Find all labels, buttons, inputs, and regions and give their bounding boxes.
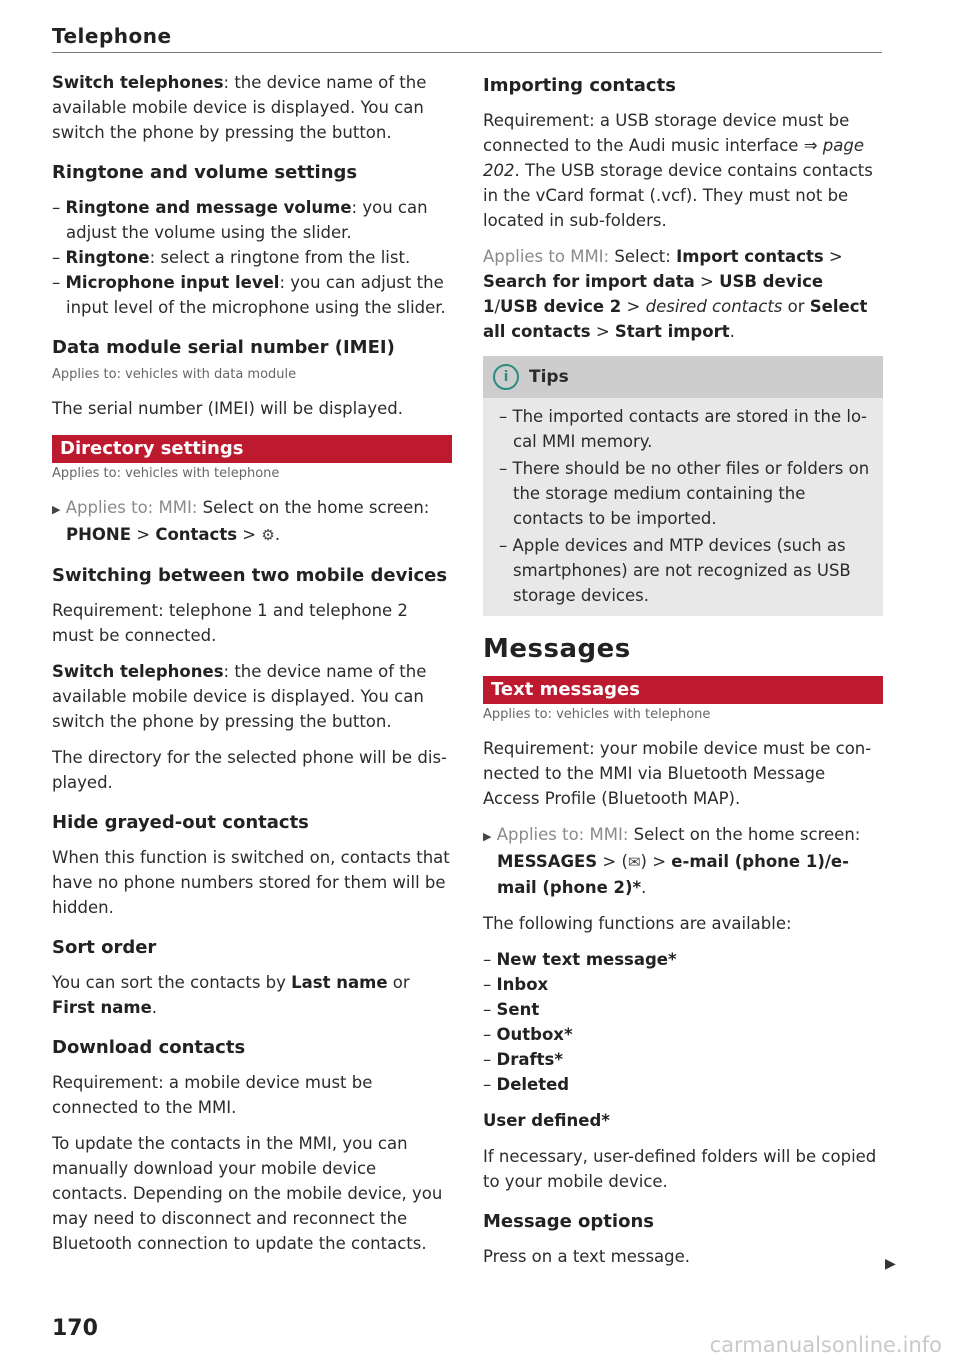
ringtone-list (52, 195, 452, 320)
imei-paragraph: The serial number (IMEI) will be displayed. (52, 399, 403, 418)
sort-order-heading: Sort order (52, 937, 157, 958)
tips-header (483, 356, 883, 398)
list-item: – Drafts* (483, 1050, 563, 1069)
gear-icon: ⚙ (261, 526, 275, 544)
importing-requirement-paragraph: Requirement: a USB storage device must be connected to the Audi music interface ⇒ page 202. The USB storage device contains contacts in the vCard format (.vcf). They must not be located in sub-folders. (483, 111, 873, 230)
right-column (483, 70, 883, 1280)
watermark: carmanualsonline.info (709, 1333, 942, 1357)
tips-title: Tips (529, 367, 569, 387)
messages-heading: Messages (483, 634, 631, 664)
list-item: – Deleted (483, 1075, 570, 1094)
step-arrow-icon: ▶ (52, 503, 61, 516)
download-requirement-paragraph: Requirement: a mobile device must be connected to the MMI. (52, 1073, 373, 1117)
directory-step: ▶ Applies to: MMI: Select on the home screen: PHONE > Contacts > ⚙. (52, 498, 430, 544)
list-item: – Inbox (483, 975, 549, 994)
ringtone-heading: Ringtone and volume settings (52, 162, 358, 183)
switching-paragraph: Requirement: telephone 1 and telephone 2 must be connected. (52, 601, 408, 645)
step-arrow-icon: ▶ (483, 830, 492, 843)
page-reference-link[interactable]: ⇒ page 202 (483, 136, 864, 180)
user-defined-label: User defined* (483, 1111, 610, 1130)
hide-grayed-heading: Hide grayed-out contacts (52, 812, 309, 833)
importing-contacts-heading: Importing contacts (483, 75, 676, 96)
left-column (52, 70, 452, 1267)
switching-heading: Switching between two mobile devices (52, 565, 448, 586)
message-options-paragraph: Press on a text message. (483, 1247, 691, 1266)
info-icon: i (493, 364, 519, 390)
text-messages-requirement: Requirement: your mobile device must be connected to the MMI via Bluetooth Message Access Profile (Bluetooth MAP). (483, 739, 872, 808)
header-divider (52, 52, 882, 53)
import-step: Applies to MMI: Select: Import contacts > Search for import data > USB device 1/USB device 2 > desired contacts or Select all contacts > Start import. (483, 247, 868, 341)
list-item: – Ringtone: select a ringtone from the list. (52, 248, 411, 267)
page-header-title: Telephone (52, 24, 172, 48)
directory-settings-bar: Directory settings (52, 435, 452, 463)
download-update-paragraph: To update the contacts in the MMI, you can manually download your mobile device contacts. Depending on the mobile device, you may need to disconnect and reconnect the Bluetooth connection to update the contacts. (52, 1134, 443, 1253)
user-defined-paragraph: If necessary, user-defined folders will be copied to your mobile device. (483, 1147, 877, 1191)
imei-heading: Data module serial number (IMEI) (52, 337, 395, 358)
list-item: – Outbox* (483, 1025, 573, 1044)
message-options-heading: Message options (483, 1211, 654, 1232)
list-item: – Sent (483, 1000, 540, 1019)
list-item: – There should be no other files or folders on the storage medium containing the contacts to be imported. (499, 459, 870, 528)
continue-arrow-icon: ▶ (885, 1256, 896, 1272)
tips-box (483, 356, 883, 616)
tips-list (483, 398, 883, 616)
messages-step: ▶ Applies to: MMI: Select on the home screen: MESSAGES > (✉) > e-mail (phone 1)/e-mail (phone 2)*. (483, 825, 861, 897)
hide-grayed-paragraph: When this function is switched on, contacts that have no phone numbers stored for them will be hidden. (52, 848, 450, 917)
list-item: – Microphone input level: you can adjust the input level of the microphone using the slider. (52, 273, 446, 317)
page-number: 170 (52, 1316, 98, 1341)
download-contacts-heading: Download contacts (52, 1037, 246, 1058)
envelope-icon: ✉ (627, 853, 641, 871)
switch-telephones-paragraph-2: Switch telephones: the device name of the available mobile device is displayed. You can switch the phone by pressing the button. (52, 662, 427, 731)
text-messages-bar: Text messages (483, 676, 883, 704)
sort-order-paragraph: You can sort the contacts by Last name or First name. (52, 973, 410, 1017)
directory-applies-note: Applies to: vehicles with telephone (52, 466, 280, 481)
list-item: – New text message* (483, 950, 677, 969)
imei-applies-note: Applies to: vehicles with data module (52, 367, 297, 382)
list-item: – The imported contacts are stored in the local MMI memory. (499, 407, 868, 451)
list-item: – Apple devices and MTP devices (such as smartphones) are not recognized as USB storage devices. (499, 536, 851, 605)
functions-list (483, 947, 883, 1097)
functions-intro: The following functions are available: (483, 914, 792, 933)
text-messages-applies-note: Applies to: vehicles with telephone (483, 707, 711, 722)
list-item: – Ringtone and message volume: you can adjust the volume using the slider. (52, 198, 428, 242)
directory-paragraph: The directory for the selected phone will be displayed. (52, 748, 448, 792)
switch-telephones-paragraph: Switch telephones: the device name of the available mobile device is displayed. You can switch the phone by pressing the button. (52, 73, 427, 142)
